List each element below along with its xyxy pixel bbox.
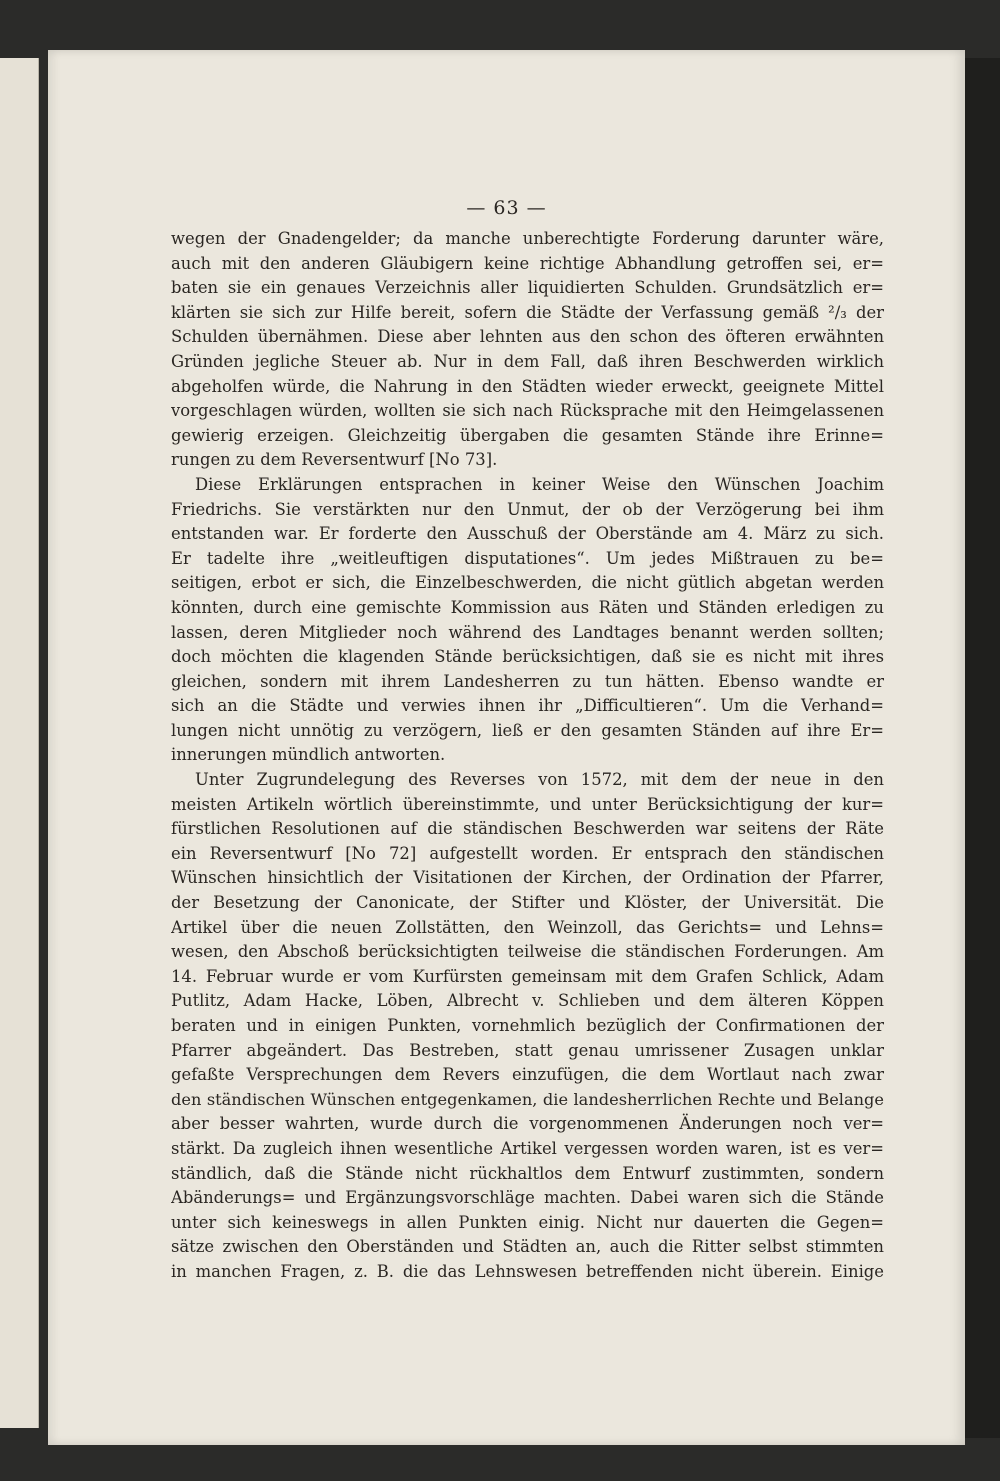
text-line: ein Reversentwurf [No 72] aufgestellt worden. Er entsprach den ständischen xyxy=(171,843,884,863)
text-line: entstanden war. Er forderte den Ausschuß der Oberstände am 4. März zu sich. xyxy=(171,524,884,544)
text-line: gefaßte Versprechungen dem Revers einzufügen, die dem Wortlaut nach zwar xyxy=(171,1065,884,1085)
text-line: gewierig erzeigen. Gleichzeitig übergaben die gesamten Stände ihre Erinne= xyxy=(171,425,884,445)
text-line: Putlitz, Adam Hacke, Löben, Albrecht v. Schlieben und dem älteren Köppen xyxy=(171,991,884,1011)
text-line: innerungen mündlich antworten. xyxy=(171,745,446,765)
text-line: den ständischen Wünschen entgegenkamen, die landesherrlichen Rechte und Belange xyxy=(171,1089,884,1109)
text-line: Er tadelte ihre „weitleuftigen disputationes“. Um jedes Mißtrauen zu be= xyxy=(171,548,884,568)
text-line: Pfarrer abgeändert. Das Bestreben, statt genau umrissener Zusagen unklar xyxy=(171,1040,884,1060)
text-line: wegen der Gnadengelder; da manche unberechtigte Forderung darunter wäre, xyxy=(171,229,884,248)
text-line: seitigen, erbot er sich, die Einzelbeschwerden, die nicht gütlich abgetan werden xyxy=(171,573,884,593)
facing-page-edge xyxy=(0,58,39,1428)
text-line: Schulden übernähmen. Diese aber lehnten aus den schon des öfteren erwähnten xyxy=(171,327,884,347)
text-line: meisten Artikeln wörtlich übereinstimmte, und unter Berücksichtigung der kur= xyxy=(171,794,884,814)
text-line: klärten sie sich zur Hilfe bereit, sofern die Städte der Verfassung gemäß ²/₃ der xyxy=(171,302,884,322)
text-line: gleichen, sondern mit ihrem Landesherren zu tun hätten. Ebenso wandte er xyxy=(171,671,884,691)
body-text xyxy=(171,227,884,1285)
text-line: ständlich, daß die Stände nicht rückhaltlos dem Entwurf zustimmten, sondern xyxy=(171,1163,884,1183)
text-line: unter sich keineswegs in allen Punkten einig. Nicht nur dauerten die Gegen= xyxy=(171,1212,884,1232)
text-line: rungen zu dem Reversentwurf [No 73]. xyxy=(171,450,498,470)
text-line: in manchen Fragen, z. B. die das Lehnswesen betreffenden nicht überein. Einige xyxy=(171,1261,884,1281)
text-line: lassen, deren Mitglieder noch während des Landtages benannt werden sollten; xyxy=(171,622,884,642)
text-line: der Besetzung der Canonicate, der Stifter und Klöster, der Universität. Die xyxy=(171,893,884,913)
text-line: 14. Februar wurde er vom Kurfürsten gemeinsam mit dem Grafen Schlick, Adam xyxy=(171,966,884,986)
text-line: Artikel über die neuen Zollstätten, den Weinzoll, das Gerichts= und Lehns= xyxy=(171,917,884,937)
scan-background xyxy=(965,58,1000,1438)
page-number: — 63 — xyxy=(466,197,547,219)
text-line: doch möchten die klagenden Stände berücksichtigen, daß sie es nicht mit ihres xyxy=(171,647,884,667)
text-line: baten sie ein genaues Verzeichnis aller liquidierten Schulden. Grundsätzlich er= xyxy=(171,278,884,298)
text-line: Diese Erklärungen entsprachen in keiner Weise den Wünschen Joachim xyxy=(195,474,884,494)
text-line: Gründen jegliche Steuer ab. Nur in dem Fall, daß ihren Beschwerden wirklich xyxy=(171,351,884,371)
text-line: Friedrichs. Sie verstärkten nur den Unmut, der ob der Verzögerung bei ihm xyxy=(171,499,884,519)
text-line: auch mit den anderen Gläubigern keine richtige Abhandlung getroffen sei, er= xyxy=(171,253,884,273)
text-line: stärkt. Da zugleich ihnen wesentliche Artikel vergessen worden waren, ist es ver= xyxy=(171,1138,884,1158)
book-page xyxy=(48,50,965,1445)
text-line: aber besser wahrten, wurde durch die vorgenommenen Änderungen noch ver= xyxy=(171,1114,884,1134)
text-line: sich an die Städte und verwies ihnen ihr „Difficultieren“. Um die Verhand= xyxy=(171,696,884,716)
text-line: Wünschen hinsichtlich der Visitationen der Kirchen, der Ordination der Pfarrer, xyxy=(171,868,884,888)
text-line: sätze zwischen den Oberständen und Städten an, auch die Ritter selbst stimmten xyxy=(171,1237,884,1257)
text-line: Abänderungs= und Ergänzungsvorschläge machten. Dabei waren sich die Stände xyxy=(171,1188,884,1208)
text-line: fürstlichen Resolutionen auf die ständischen Beschwerden war seitens der Räte xyxy=(171,819,884,839)
text-line: könnten, durch eine gemischte Kommission aus Räten und Ständen erledigen zu xyxy=(171,597,884,617)
text-line: abgeholfen würde, die Nahrung in den Städten wieder erweckt, geeignete Mittel xyxy=(171,376,884,396)
text-line: wesen, den Abschoß berücksichtigten teilweise die ständischen Forderungen. Am xyxy=(171,942,884,962)
text-line: beraten und in einigen Punkten, vornehmlich bezüglich der Confirmationen der xyxy=(171,1016,884,1035)
text-line: lungen nicht unnötig zu verzögern, ließ er den gesamten Ständen auf ihre Er= xyxy=(171,720,884,740)
text-line: vorgeschlagen würden, wollten sie sich nach Rücksprache mit den Heimgelassenen xyxy=(171,401,884,421)
text-line: Unter Zugrundelegung des Reverses von 1572, mit dem der neue in den xyxy=(195,770,884,790)
